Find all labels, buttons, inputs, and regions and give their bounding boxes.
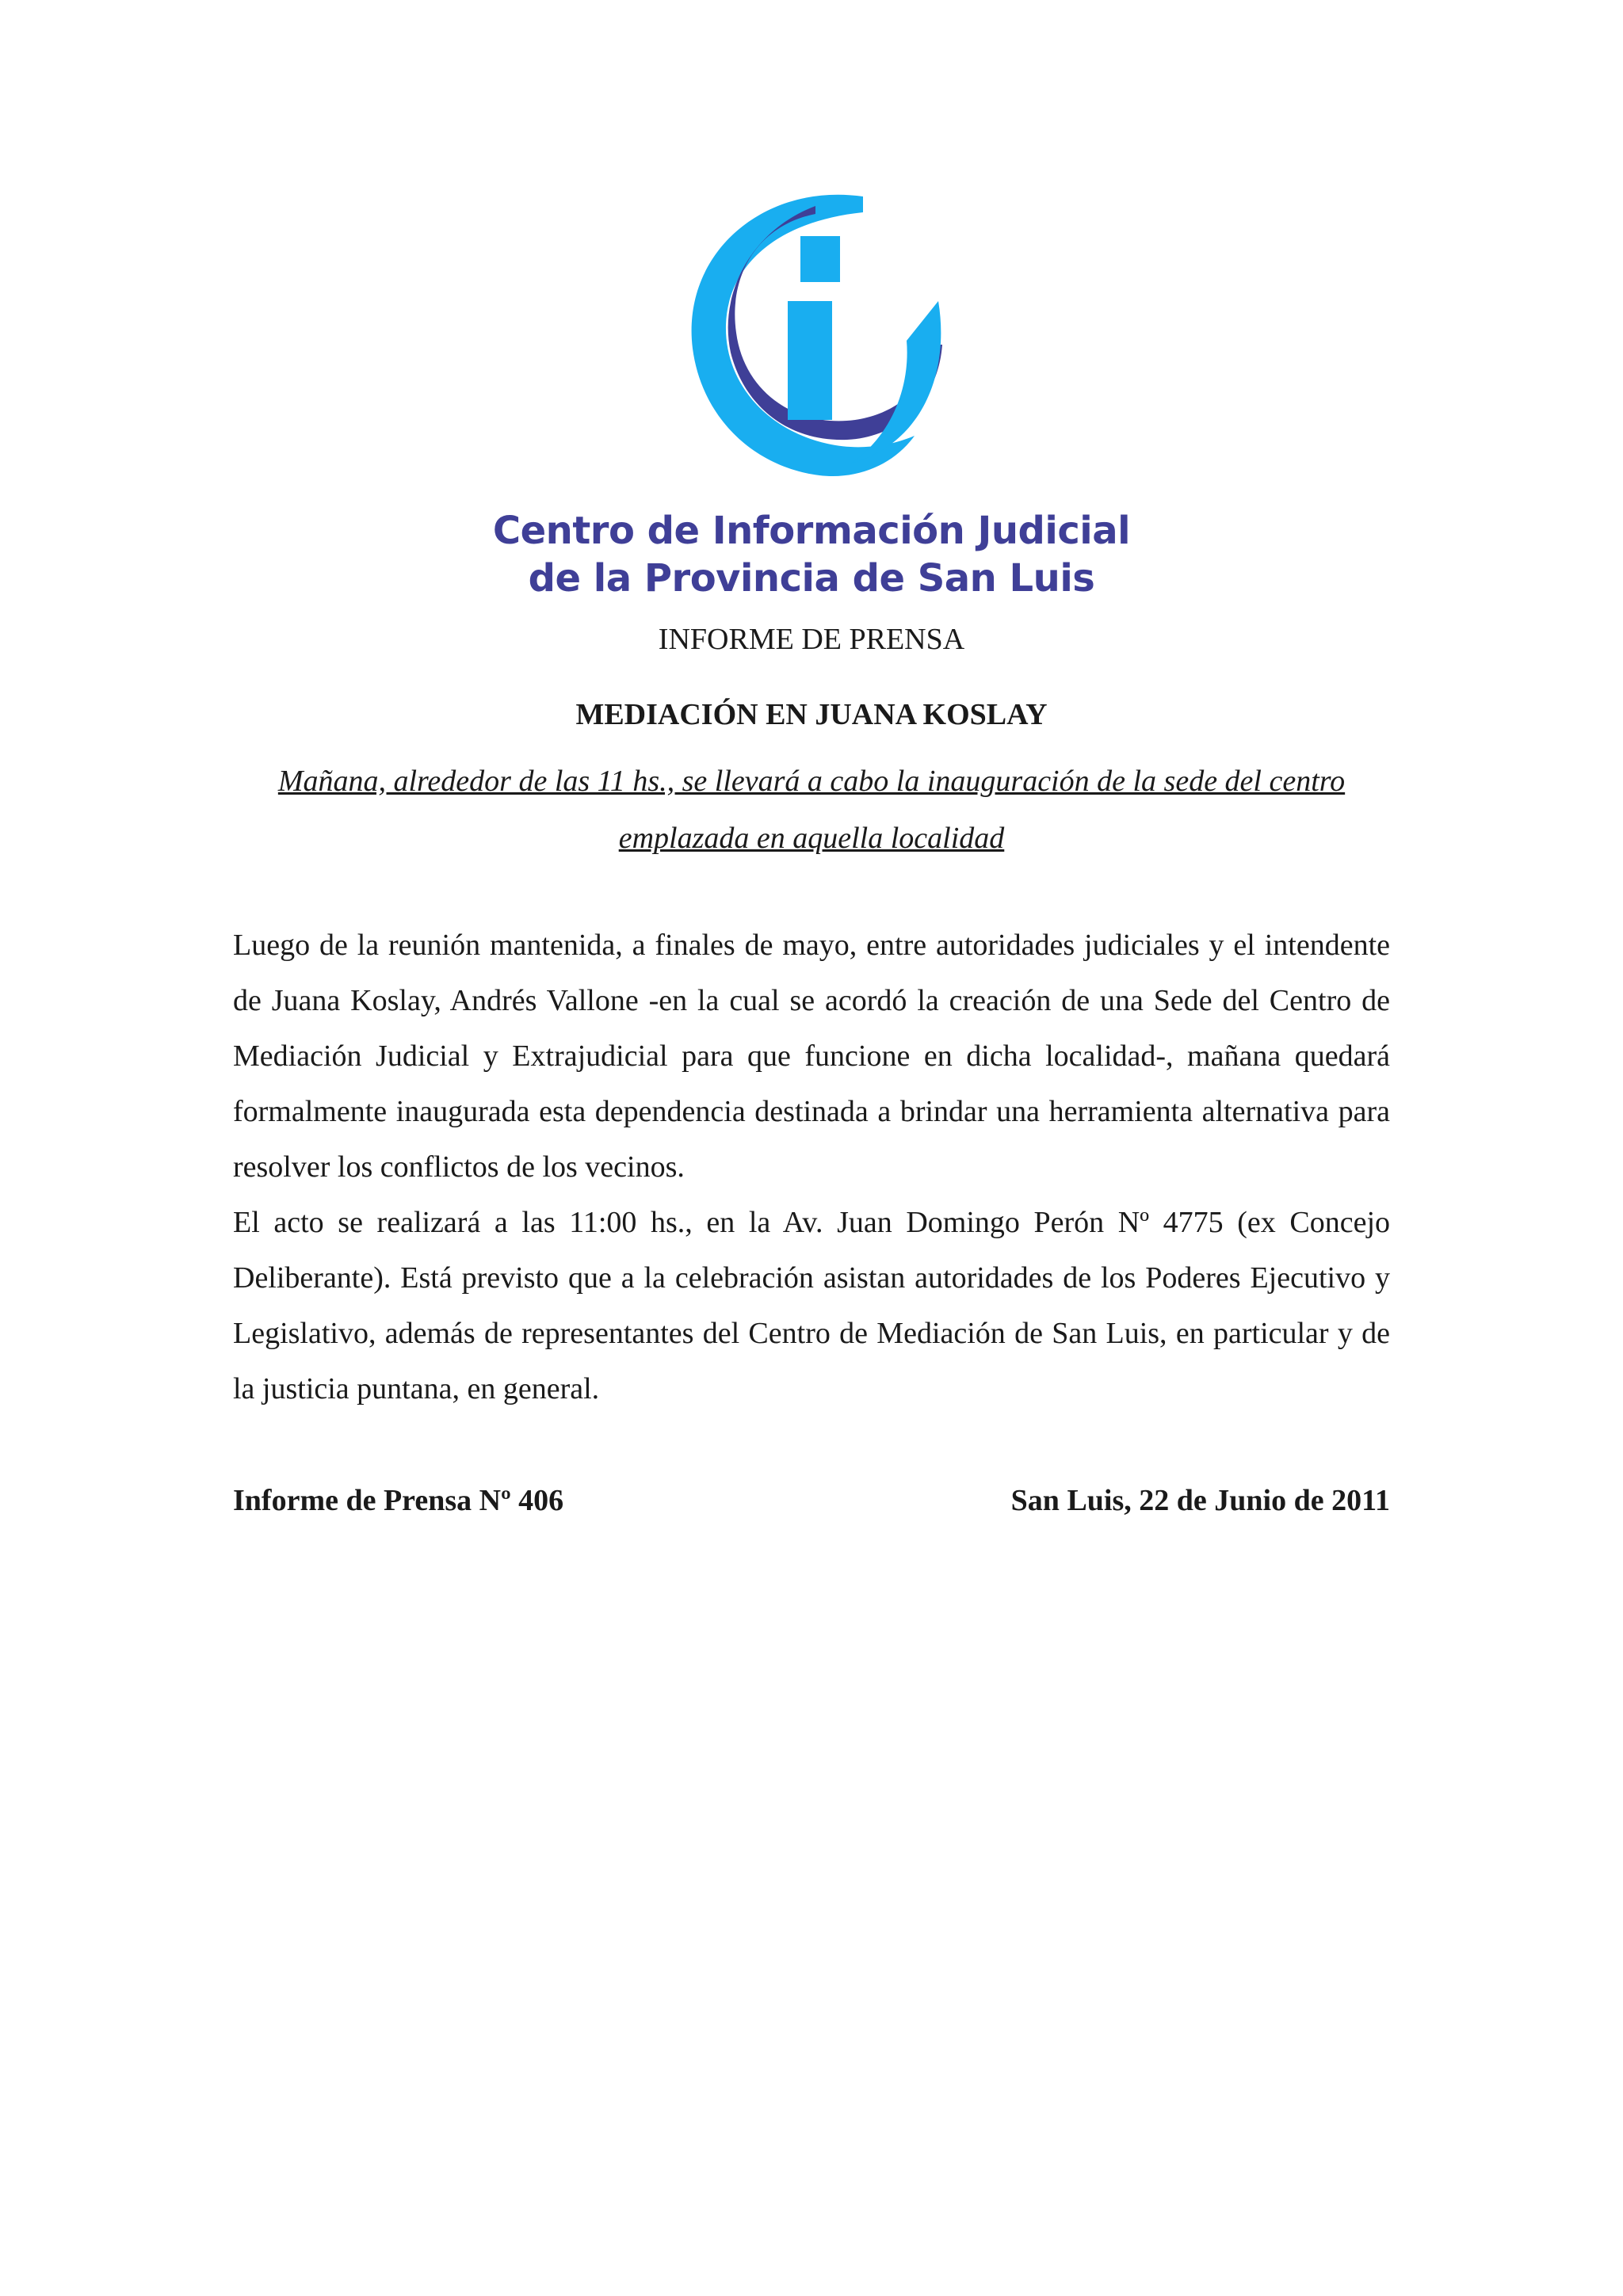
logo-swoosh xyxy=(851,301,941,463)
organization-name-line2: de la Provincia de San Luis xyxy=(528,556,1095,601)
article-body xyxy=(233,917,1390,1417)
logo-i-dot xyxy=(800,236,840,282)
document-type: INFORME DE PRENSA xyxy=(658,623,965,656)
organization-name xyxy=(0,507,1623,602)
headline: MEDIACIÓN EN JUANA KOSLAY xyxy=(575,698,1048,731)
cij-logo-icon xyxy=(669,182,954,499)
paragraph: El acto se realizará a las 11:00 hs., en la Av. Juan Domingo Perón Nº 4775 (ex Concejo Deliberante). Está previsto que a la celebración asistan autoridades de los Poderes Ejecutivo y Legislativo, además de representantes del Centro de Mediación de San Luis, en particular y de la justicia puntana, en general. xyxy=(233,1206,1390,1405)
report-number: Informe de Prensa Nº 406 xyxy=(233,1484,564,1517)
subheadline: Mañana, alrededor de las 11 hs., se llevará a cabo la inauguración de la sede del centro emplazada en aquella localidad xyxy=(277,765,1346,855)
logo xyxy=(0,182,1623,602)
logo-i-stem xyxy=(788,301,832,420)
organization-name-line1: Centro de Información Judicial xyxy=(492,509,1131,553)
paragraph: Luego de la reunión mantenida, a finales de mayo, entre autoridades judiciales y el intendente de Juana Koslay, Andrés Vallone -en la cual se acordó la creación de una Sede del Centro de Mediación Judicial y Extrajudicial para que funcione en dicha localidad-, mañana quedará formalmente inaugurada esta dependencia destinada a brindar una herramienta alternativa para resolver los conflictos de los vecinos. xyxy=(233,929,1390,1184)
place-date: San Luis, 22 de Junio de 2011 xyxy=(1010,1484,1390,1517)
footer xyxy=(233,1483,1390,1518)
